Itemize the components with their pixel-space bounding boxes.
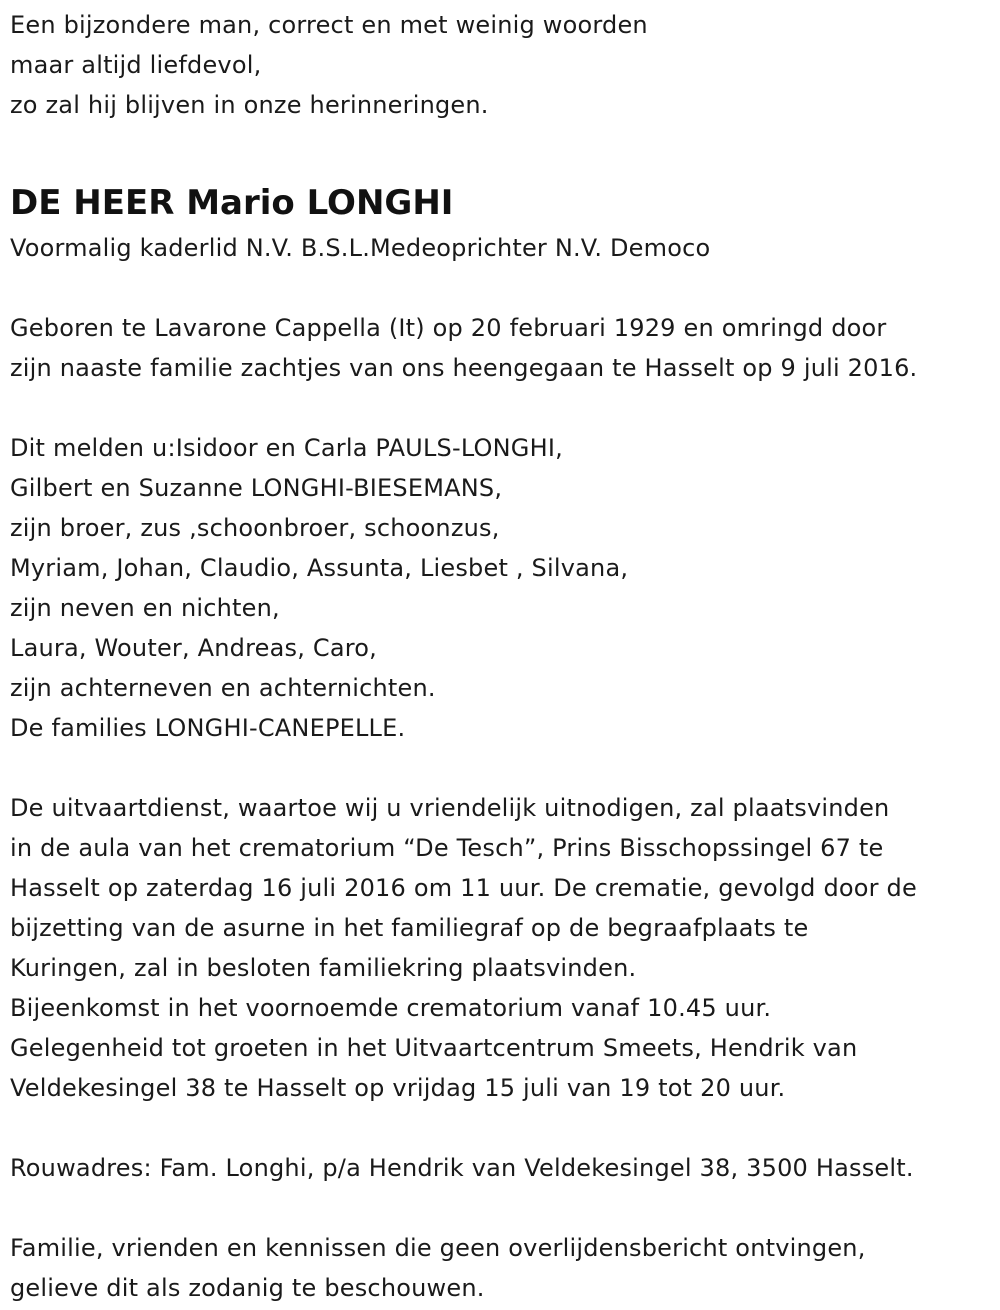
closing-line: gelieve dit als zodanig te beschouwen. [10, 1274, 485, 1302]
spacer [10, 268, 995, 308]
ceremony-line: Gelegenheid tot groeten in het Uitvaartcentrum Smeets, Hendrik van [10, 1034, 858, 1062]
ceremony-line: bijzetting van de asurne in het familiegraf op de begraafplaats te [10, 914, 809, 942]
ceremony-line: Veldekesingel 38 te Hasselt op vrijdag 15 juli van 19 tot 20 uur. [10, 1074, 786, 1102]
birth-line: Geboren te Lavarone Cappella (It) op 20 februari 1929 en omringd door [10, 314, 887, 342]
spacer [10, 748, 995, 788]
family-paragraph [10, 428, 995, 748]
family-line: zijn achterneven en achternichten. [10, 674, 436, 702]
closing-line: Familie, vrienden en kennissen die geen overlijdensbericht ontvingen, [10, 1234, 866, 1262]
ceremony-paragraph [10, 788, 995, 1108]
family-line: Laura, Wouter, Andreas, Caro, [10, 634, 377, 662]
spacer [10, 1108, 995, 1148]
deceased-subtitle: Voormalig kaderlid N.V. B.S.L.Medeoprichter N.V. Democo [10, 234, 711, 262]
spacer [10, 388, 995, 428]
birth-paragraph [10, 308, 995, 388]
intro-line: Een bijzondere man, correct en met weinig woorden [10, 11, 648, 39]
ceremony-line: De uitvaartdienst, waartoe wij u vriendelijk uitnodigen, zal plaatsvinden [10, 794, 890, 822]
spacer [10, 1188, 995, 1228]
family-line: Myriam, Johan, Claudio, Assunta, Liesbet , Silvana, [10, 554, 629, 582]
intro-line: maar altijd liefdevol, [10, 51, 262, 79]
death-notice [10, 0, 995, 1308]
ceremony-line: in de aula van het crematorium “De Tesch”, Prins Bisschopssingel 67 te [10, 834, 884, 862]
mourning-address: Rouwadres: Fam. Longhi, p/a Hendrik van Veldekesingel 38, 3500 Hasselt. [10, 1154, 914, 1182]
intro-line: zo zal hij blijven in onze herinneringen. [10, 91, 489, 119]
family-line: zijn neven en nichten, [10, 594, 280, 622]
intro-verse [10, 5, 995, 125]
family-line: zijn broer, zus ,schoonbroer, schoonzus, [10, 514, 500, 542]
ceremony-line: Hasselt op zaterdag 16 juli 2016 om 11 uur. De crematie, gevolgd door de [10, 874, 917, 902]
birth-line: zijn naaste familie zachtjes van ons heengegaan te Hasselt op 9 juli 2016. [10, 354, 918, 382]
ceremony-line: Bijeenkomst in het voornoemde crematorium vanaf 10.45 uur. [10, 994, 772, 1022]
deceased-name: DE HEER Mario LONGHI [10, 183, 454, 223]
family-line: Gilbert en Suzanne LONGHI-BIESEMANS, [10, 474, 503, 502]
family-line: De families LONGHI-CANEPELLE. [10, 714, 406, 742]
family-line: Dit melden u:Isidoor en Carla PAULS-LONGHI, [10, 434, 563, 462]
ceremony-line: Kuringen, zal in besloten familiekring plaatsvinden. [10, 954, 637, 982]
closing-paragraph [10, 1228, 995, 1308]
